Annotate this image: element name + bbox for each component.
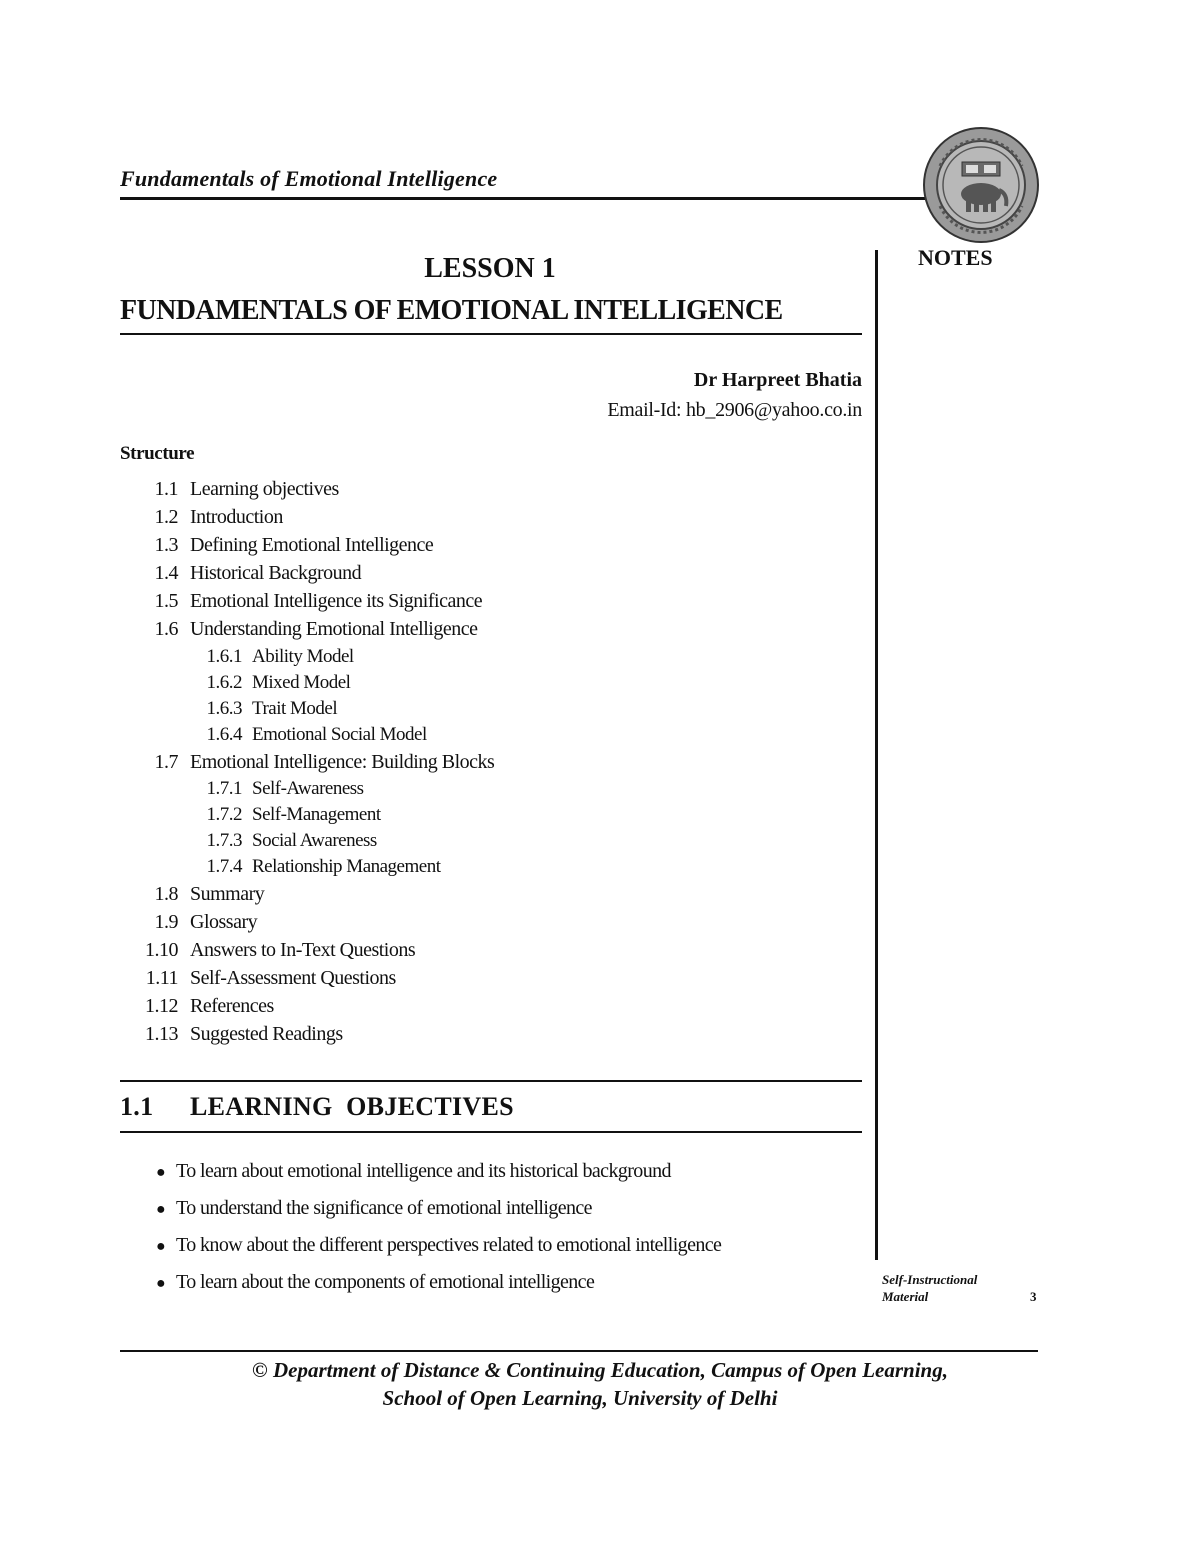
- toc-item: [120, 882, 264, 906]
- toc-item-text: Summary: [190, 883, 265, 905]
- toc-item-number: 1.5: [154, 590, 178, 612]
- notes-margin-divider: [875, 250, 878, 1260]
- toc-item: [120, 750, 494, 774]
- toc-item-number: 1.8: [154, 883, 178, 905]
- toc-item: [120, 966, 396, 990]
- toc-item: [120, 589, 482, 613]
- toc-item-number: 1.7.3: [206, 830, 242, 851]
- toc-item: [120, 994, 274, 1018]
- toc-item-number: 1.6.2: [206, 672, 242, 693]
- toc-item-number: 1.10: [145, 939, 178, 961]
- toc-item-text: Trait Model: [252, 698, 338, 719]
- author-name: Dr Harpreet Bhatia: [693, 369, 862, 391]
- objective-item: [156, 1234, 721, 1257]
- toc-item-number: 1.12: [145, 995, 178, 1017]
- toc-item-text: Self-Awareness: [252, 778, 364, 799]
- toc-item-number: 1.6: [154, 618, 178, 640]
- objective-text: To know about the different perspectives related to emotional intelligence: [176, 1234, 722, 1256]
- toc-item-text: Glossary: [190, 911, 258, 933]
- lesson-number: LESSON 1: [424, 253, 556, 284]
- toc-item-text: Learning objectives: [190, 478, 339, 500]
- toc-item: [120, 617, 477, 641]
- footer-copyright-line: © Department of Distance & Continuing Education, Campus of Open Learning,: [252, 1358, 948, 1382]
- university-seal-icon: [922, 126, 1040, 244]
- toc-item: [120, 938, 415, 962]
- toc-item: [120, 561, 361, 585]
- footer-divider: [120, 1350, 1038, 1352]
- section-heading: [120, 1092, 514, 1122]
- toc-item: [120, 910, 257, 934]
- page-number: 3: [1030, 1289, 1037, 1304]
- toc-item-number: 1.4: [154, 562, 178, 584]
- toc-item-number: 1.7.4: [206, 856, 242, 877]
- toc-item-number: 1.7: [154, 751, 178, 773]
- toc-subitem: [120, 855, 440, 879]
- toc-item-number: 1.13: [145, 1023, 178, 1045]
- section-number: 1.1: [120, 1092, 154, 1121]
- toc-item-number: 1.1: [154, 478, 178, 500]
- structure-heading: Structure: [120, 443, 195, 464]
- footer-institution-line: School of Open Learning, University of Delhi: [382, 1386, 778, 1410]
- toc-item-text: Suggested Readings: [190, 1023, 343, 1045]
- toc-item-text: Answers to In-Text Questions: [190, 939, 416, 961]
- notes-label: NOTES: [918, 245, 993, 270]
- bullet-icon: ●: [156, 1275, 166, 1292]
- toc-item: [120, 533, 433, 557]
- toc-item-text: Emotional Intelligence its Significance: [190, 590, 483, 612]
- toc-item-text: Historical Background: [190, 562, 362, 584]
- section-divider-top: [120, 1080, 862, 1082]
- toc-item-text: References: [190, 995, 274, 1017]
- toc-subitem: [120, 671, 350, 695]
- toc-item-text: Emotional Intelligence: Building Blocks: [190, 751, 495, 773]
- section-title: LEARNING OBJECTIVES: [190, 1092, 514, 1121]
- toc-subitem: [120, 803, 381, 827]
- toc-item-number: 1.2: [154, 506, 178, 528]
- toc-item-text: Self-Assessment Questions: [190, 967, 396, 989]
- toc-item-number: 1.3: [154, 534, 178, 556]
- toc-subitem: [120, 723, 427, 747]
- toc-item-text: Understanding Emotional Intelligence: [190, 618, 478, 640]
- toc-subitem: [120, 829, 377, 853]
- toc-item-text: Social Awareness: [252, 830, 377, 851]
- objective-text: To learn about the components of emotional intelligence: [176, 1271, 595, 1293]
- running-header-title: Fundamentals of Emotional Intelligence: [120, 166, 498, 191]
- objective-text: To learn about emotional intelligence and its historical background: [176, 1160, 671, 1182]
- toc-item-number: 1.6.3: [206, 698, 242, 719]
- section-divider-bottom: [120, 1131, 862, 1133]
- toc-item-number: 1.9: [154, 911, 178, 933]
- toc-item: [120, 477, 339, 501]
- toc-item-text: Emotional Social Model: [252, 724, 427, 745]
- toc-subitem: [120, 697, 337, 721]
- bullet-icon: ●: [156, 1164, 166, 1181]
- toc-item-text: Relationship Management: [252, 856, 441, 877]
- bullet-icon: ●: [156, 1201, 166, 1218]
- header-divider: [120, 197, 925, 200]
- objective-item: [156, 1160, 671, 1183]
- objective-item: [156, 1271, 594, 1294]
- toc-item-text: Ability Model: [252, 646, 354, 667]
- toc-item-text: Self-Management: [252, 804, 381, 825]
- toc-item-text: Mixed Model: [252, 672, 351, 693]
- toc-item-text: Introduction: [190, 506, 283, 528]
- self-instructional-material-label: Self-Instructional Material: [882, 1272, 978, 1304]
- lesson-title: FUNDAMENTALS OF EMOTIONAL INTELLIGENCE: [120, 295, 783, 326]
- author-email: Email-Id: hb_2906@yahoo.co.in: [607, 399, 862, 421]
- objective-item: [156, 1197, 592, 1220]
- toc-item-number: 1.11: [145, 967, 178, 989]
- bullet-icon: ●: [156, 1238, 166, 1255]
- title-divider: [120, 333, 862, 335]
- toc-item-number: 1.6.4: [206, 724, 242, 745]
- objective-text: To understand the significance of emotional intelligence: [176, 1197, 592, 1219]
- toc-item-number: 1.7.1: [206, 778, 242, 799]
- toc-subitem: [120, 777, 364, 801]
- toc-item-text: Defining Emotional Intelligence: [190, 534, 434, 556]
- toc-subitem: [120, 645, 354, 669]
- toc-item: [120, 505, 283, 529]
- toc-item: [120, 1022, 343, 1046]
- toc-item-number: 1.6.1: [206, 646, 242, 667]
- toc-item-number: 1.7.2: [206, 804, 242, 825]
